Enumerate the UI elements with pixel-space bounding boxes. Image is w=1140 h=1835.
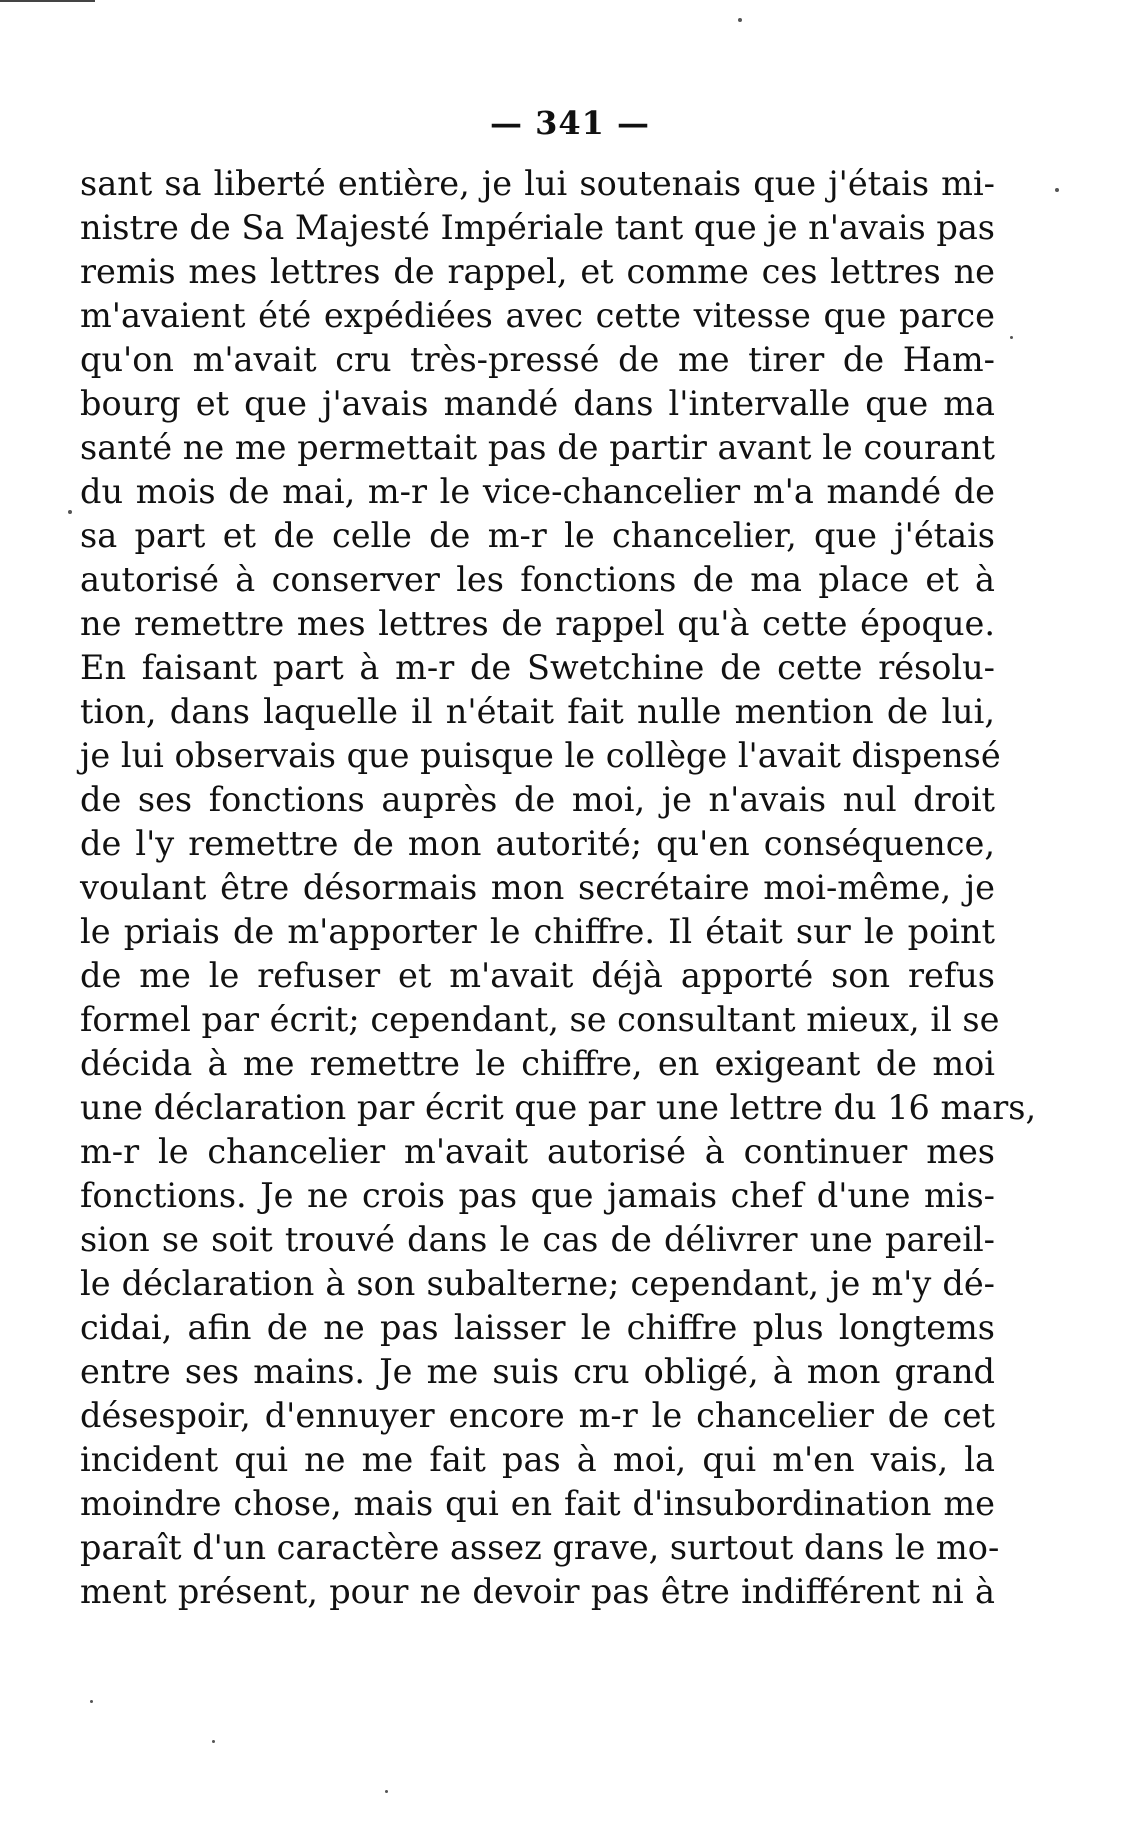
text-line: qu'on m'avait cru très-pressé de me tirer de Ham-: [80, 340, 995, 379]
text-line: sa part et de celle de m-r le chancelier, que j'étais: [80, 516, 995, 555]
text-line: remis mes lettres de rappel, et comme ces lettres ne: [80, 252, 995, 291]
text-line: cidai, afin de ne pas laisser le chiffre plus longtems: [80, 1308, 995, 1347]
text-line: m'avaient été expédiées avec cette vitesse que parce: [80, 296, 995, 335]
text-line: nistre de Sa Majesté Impériale tant que je n'avais pas: [80, 208, 995, 247]
text-line: sion se soit trouvé dans le cas de délivrer une pareil-: [80, 1220, 995, 1259]
text-line: le déclaration à son subalterne; cependant, je m'y dé-: [80, 1264, 995, 1303]
text-line: santé ne me permettait pas de partir avant le courant: [80, 428, 995, 467]
text-line: ne remettre mes lettres de rappel qu'à cette époque.: [80, 604, 995, 643]
text-line: autorisé à conserver les fonctions de ma place et à: [80, 560, 995, 599]
text-line: bourg et que j'avais mandé dans l'intervalle que ma: [80, 384, 995, 423]
text-line: une déclaration par écrit que par une lettre du 16 mars,: [80, 1088, 1037, 1127]
text-line: je lui observais que puisque le collège l'avait dispensé: [80, 736, 1001, 775]
scan-speck: [1010, 336, 1013, 339]
text-line: sant sa liberté entière, je lui soutenais que j'étais mi-: [80, 164, 995, 203]
page-number-header: — 341 —: [489, 104, 651, 142]
text-line: fonctions. Je ne crois pas que jamais chef d'une mis-: [80, 1176, 995, 1215]
text-line: de me le refuser et m'avait déjà apporté son refus: [80, 956, 995, 995]
page-body-text: [80, 162, 1037, 1614]
text-line: voulant être désormais mon secrétaire moi-même, je: [80, 868, 995, 907]
scan-speck: [385, 1790, 388, 1793]
text-line: incident qui ne me fait pas à moi, qui m'en vais, la: [80, 1440, 995, 1479]
text-line: entre ses mains. Je me suis cru obligé, à mon grand: [80, 1352, 995, 1391]
text-line: tion, dans laquelle il n'était fait nulle mention de lui,: [80, 692, 995, 731]
text-line: formel par écrit; cependant, se consultant mieux, il se: [80, 1000, 1000, 1039]
text-line: décida à me remettre le chiffre, en exigeant de moi: [80, 1044, 995, 1083]
text-line: moindre chose, mais qui en fait d'insubordination me: [80, 1484, 995, 1523]
scan-speck: [90, 1700, 93, 1703]
scan-speck: [68, 510, 72, 514]
text-line: de ses fonctions auprès de moi, je n'avais nul droit: [80, 780, 995, 819]
scan-speck: [738, 18, 742, 22]
scan-speck: [1055, 188, 1059, 192]
text-line: du mois de mai, m-r le vice-chancelier m'a mandé de: [80, 472, 995, 511]
scan-speck: [212, 1740, 215, 1743]
text-line: de l'y remettre de mon autorité; qu'en conséquence,: [80, 824, 995, 863]
text-line: paraît d'un caractère assez grave, surtout dans le mo-: [80, 1528, 1000, 1567]
text-line: le priais de m'apporter le chiffre. Il était sur le point: [80, 912, 995, 951]
top-rule: [0, 0, 95, 2]
text-line: En faisant part à m-r de Swetchine de cette résolu-: [80, 648, 995, 687]
text-line: ment présent, pour ne devoir pas être indifférent ni à: [80, 1572, 995, 1611]
text-line: m-r le chancelier m'avait autorisé à continuer mes: [80, 1132, 995, 1171]
text-line: désespoir, d'ennuyer encore m-r le chancelier de cet: [80, 1396, 995, 1435]
